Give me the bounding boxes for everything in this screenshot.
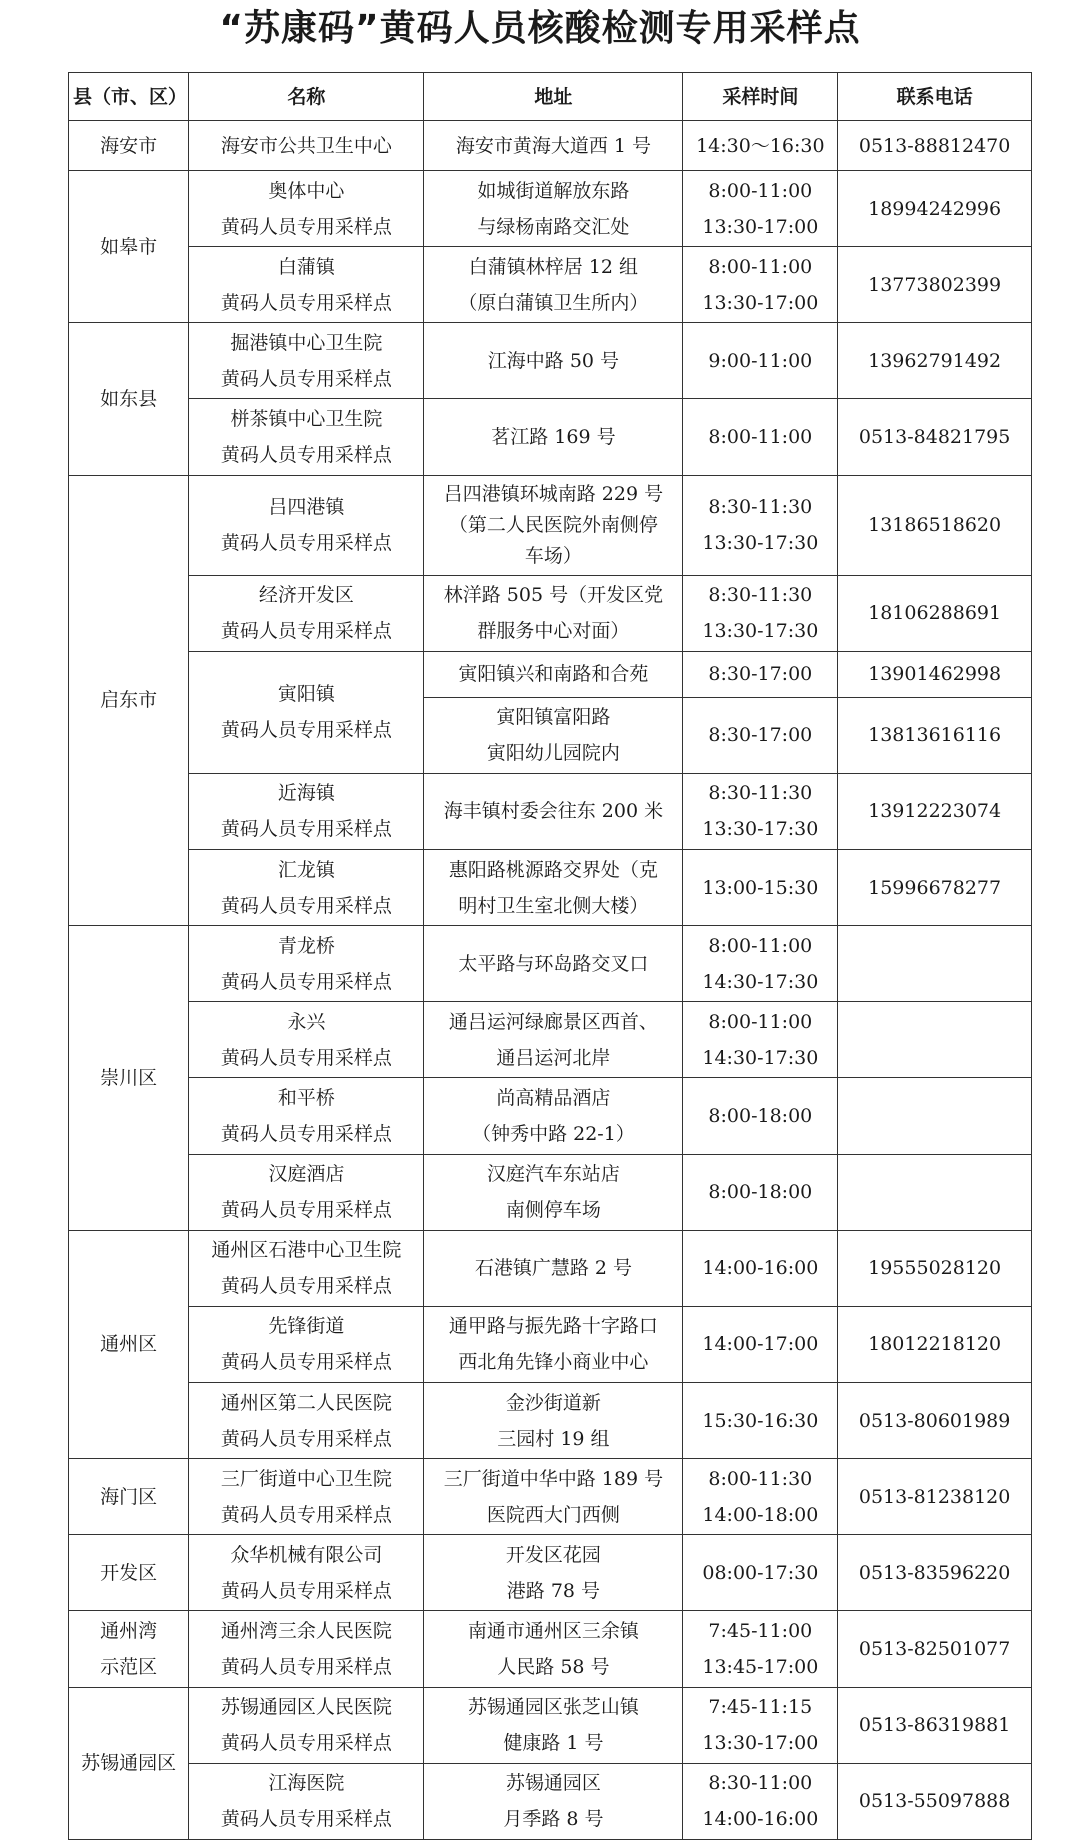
address-line: 与绿杨南路交汇处 (477, 215, 630, 238)
site-name-line: 黄码人员专用采样点 (220, 1808, 392, 1831)
address-line: 南侧停车场 (505, 1199, 601, 1222)
site-name-line: 栟茶镇中心卫生院 (230, 408, 383, 431)
site-name-line: 苏锡通园区人民医院 (220, 1696, 392, 1719)
phone-cell: 13813616116 (838, 697, 1032, 773)
site-name-cell (189, 1687, 424, 1763)
site-name-cell (189, 1230, 424, 1306)
address-line: 群服务中心对面） (477, 620, 630, 643)
site-name-line: 掘港镇中心卫生院 (230, 331, 383, 354)
site-name-line: 黄码人员专用采样点 (220, 1579, 392, 1602)
site-name-line: 汇龙镇 (277, 858, 335, 881)
phone-cell: 0513-84821795 (838, 399, 1032, 475)
time-cell (683, 1383, 838, 1459)
site-name-cell (189, 171, 424, 247)
time-line: 14:00-16:00 (702, 1808, 819, 1831)
site-name-line: 近海镇 (277, 782, 335, 805)
table-row (69, 1611, 1032, 1687)
phone-cell: 13186518620 (838, 475, 1032, 575)
table-row (69, 171, 1032, 247)
time-line: 8:00-18:00 (708, 1105, 813, 1128)
address-line: 苏锡通园区 (505, 1772, 601, 1795)
site-name-line: 和平桥 (277, 1087, 335, 1110)
phone-cell: 19555028120 (838, 1230, 1032, 1306)
county-cell (69, 1611, 189, 1687)
phone-cell: 0513-86319881 (838, 1687, 1032, 1763)
address-cell (424, 1383, 683, 1459)
time-line: 8:30-17:00 (708, 724, 813, 747)
site-name-line: 奥体中心 (268, 179, 345, 202)
site-name-line: 黄码人员专用采样点 (220, 1123, 392, 1146)
time-line: 8:30-11:00 (708, 1772, 813, 1795)
time-cell (683, 1230, 838, 1306)
time-line: 13:30-17:00 (702, 1732, 819, 1755)
time-cell (683, 575, 838, 651)
time-line: 8:30-11:30 (708, 782, 813, 805)
site-name-line: 黄码人员专用采样点 (220, 291, 392, 314)
header-county: 县（市、区） (69, 73, 189, 121)
address-cell (424, 1002, 683, 1078)
county-cell (69, 1535, 189, 1611)
address-line: 金沙街道新 (505, 1391, 601, 1414)
address-line: 汉庭汽车东站店 (486, 1163, 620, 1186)
time-line: 7:45-11:00 (708, 1620, 813, 1643)
site-name-cell (189, 1535, 424, 1611)
table-row (69, 1078, 1032, 1154)
time-line: 14:30～16:30 (696, 134, 825, 157)
address-cell (424, 399, 683, 475)
site-name-line: 青龙桥 (277, 934, 335, 957)
county-line: 通州区 (100, 1333, 158, 1356)
site-name-line: 先锋街道 (268, 1315, 345, 1338)
table-row (69, 1306, 1032, 1382)
site-name-line: 通州区第二人民医院 (220, 1391, 392, 1414)
phone-cell (838, 1078, 1032, 1154)
address-cell (424, 926, 683, 1002)
address-cell (424, 121, 683, 171)
address-cell (424, 850, 683, 926)
phone-cell: 0513-80601989 (838, 1383, 1032, 1459)
site-name-line: 黄码人员专用采样点 (220, 818, 392, 841)
table-row (69, 1459, 1032, 1535)
county-cell (69, 171, 189, 323)
phone-cell: 18012218120 (838, 1306, 1032, 1382)
address-line: 人民路 58 号 (497, 1656, 610, 1679)
county-cell (69, 926, 189, 1231)
address-line: 健康路 1 号 (503, 1732, 604, 1755)
time-line: 13:30-17:30 (702, 620, 819, 643)
site-name-line: 海安市公共卫生中心 (220, 134, 392, 157)
site-name-line: 永兴 (287, 1010, 326, 1033)
address-cell (424, 1535, 683, 1611)
table-row (69, 850, 1032, 926)
site-name-cell (189, 1002, 424, 1078)
site-name-line: 黄码人员专用采样点 (220, 367, 392, 390)
address-line: 西北角先锋小商业中心 (458, 1351, 649, 1374)
address-cell (424, 1078, 683, 1154)
site-name-line: 黄码人员专用采样点 (220, 215, 392, 238)
time-line: 8:30-11:30 (708, 496, 813, 519)
table-row (69, 1763, 1032, 1839)
address-line: 寅阳镇富阳路 (496, 706, 611, 729)
table-row (69, 575, 1032, 651)
address-line: 海丰镇村委会往东 200 米 (443, 800, 664, 823)
address-cell (424, 1611, 683, 1687)
table-row (69, 399, 1032, 475)
address-line: 南通市通州区三余镇 (467, 1620, 639, 1643)
time-line: 14:00-17:00 (702, 1333, 819, 1356)
site-name-line: 黄码人员专用采样点 (220, 1351, 392, 1374)
time-cell (683, 1154, 838, 1230)
time-line: 13:45-17:00 (702, 1656, 819, 1679)
address-line: 太平路与环岛路交叉口 (458, 952, 649, 975)
time-cell (683, 1687, 838, 1763)
site-name-cell (189, 1383, 424, 1459)
address-cell (424, 1306, 683, 1382)
phone-cell: 13773802399 (838, 247, 1032, 323)
time-line: 13:30-17:30 (702, 818, 819, 841)
site-name-line: 白蒲镇 (277, 255, 335, 278)
site-name-line: 吕四港镇 (268, 496, 345, 519)
phone-cell (838, 1154, 1032, 1230)
time-line: 9:00-11:00 (708, 349, 813, 372)
time-line: 8:30-17:00 (708, 663, 813, 686)
county-cell (69, 1230, 189, 1458)
address-line: 月季路 8 号 (503, 1808, 604, 1831)
county-line: 如东县 (100, 387, 158, 410)
site-name-cell (189, 1078, 424, 1154)
time-line: 8:00-11:00 (708, 255, 813, 278)
time-line: 7:45-11:15 (708, 1696, 813, 1719)
address-line: 林洋路 505 号（开发区党 (443, 584, 664, 607)
time-line: 8:00-11:00 (708, 934, 813, 957)
site-name-cell (189, 651, 424, 773)
address-line: （原白蒲镇卫生所内） (458, 291, 649, 314)
time-cell (683, 1611, 838, 1687)
site-name-line: 众华机械有限公司 (230, 1543, 383, 1566)
header-name: 名称 (189, 73, 424, 121)
phone-cell: 15996678277 (838, 850, 1032, 926)
table-row (69, 1383, 1032, 1459)
time-cell (683, 1078, 838, 1154)
address-line: 通甲路与振先路十字路口 (448, 1315, 658, 1338)
county-cell (69, 1687, 189, 1839)
address-line: 三厂街道中华中路 189 号 (443, 1467, 664, 1490)
table-row (69, 121, 1032, 171)
time-line: 8:00-11:00 (708, 1010, 813, 1033)
site-name-cell (189, 575, 424, 651)
county-line: 示范区 (100, 1656, 158, 1679)
table-row (69, 247, 1032, 323)
site-name-cell (189, 850, 424, 926)
county-line: 通州湾 (100, 1620, 158, 1643)
address-line: （钟秀中路 22-1） (472, 1123, 635, 1146)
site-name-cell (189, 773, 424, 849)
time-cell (683, 399, 838, 475)
site-name-line: 黄码人员专用采样点 (220, 444, 392, 467)
address-cell (424, 323, 683, 399)
site-name-line: 黄码人员专用采样点 (220, 620, 392, 643)
address-cell (424, 1687, 683, 1763)
address-line: 港路 78 号 (506, 1579, 601, 1602)
address-line: 海安市黄海大道西 1 号 (455, 134, 652, 157)
phone-cell: 13962791492 (838, 323, 1032, 399)
time-cell (683, 1459, 838, 1535)
time-line: 14:00-18:00 (702, 1503, 819, 1526)
address-line: 车场） (524, 544, 582, 567)
phone-cell: 0513-55097888 (838, 1763, 1032, 1839)
time-line: 13:30-17:30 (702, 532, 819, 555)
time-line: 8:00-11:00 (708, 179, 813, 202)
site-name-cell (189, 323, 424, 399)
sampling-sites-table (68, 72, 1032, 1840)
address-line: 吕四港镇环城南路 229 号 (443, 482, 664, 505)
phone-cell: 13901462998 (838, 651, 1032, 697)
site-name-cell (189, 1763, 424, 1839)
county-line: 如皋市 (100, 235, 158, 258)
county-line: 启东市 (100, 689, 158, 712)
address-cell (424, 247, 683, 323)
address-cell (424, 1459, 683, 1535)
site-name-line: 黄码人员专用采样点 (220, 1275, 392, 1298)
time-cell (683, 171, 838, 247)
table-row (69, 475, 1032, 575)
address-cell (424, 651, 683, 697)
site-name-line: 黄码人员专用采样点 (220, 1732, 392, 1755)
site-name-cell (189, 926, 424, 1002)
time-line: 8:00-11:00 (708, 426, 813, 449)
time-cell (683, 1763, 838, 1839)
site-name-cell (189, 1459, 424, 1535)
county-cell (69, 323, 189, 475)
table-header-row (69, 73, 1032, 121)
site-name-cell (189, 399, 424, 475)
phone-cell: 13912223074 (838, 773, 1032, 849)
address-cell (424, 171, 683, 247)
table-row (69, 1230, 1032, 1306)
time-line: 15:30-16:30 (702, 1409, 819, 1432)
address-line: 通吕运河北岸 (496, 1046, 611, 1069)
time-line: 14:30-17:30 (702, 970, 819, 993)
site-name-cell (189, 121, 424, 171)
address-line: 苏锡通园区张芝山镇 (467, 1696, 639, 1719)
address-line: （第二人民医院外南侧停 (448, 513, 658, 536)
table-body (69, 121, 1032, 1840)
address-line: 茗江路 169 号 (491, 426, 616, 449)
time-cell (683, 121, 838, 171)
time-line: 8:00-18:00 (708, 1181, 813, 1204)
time-cell (683, 697, 838, 773)
time-cell (683, 1002, 838, 1078)
table-row (69, 926, 1032, 1002)
table-row (69, 773, 1032, 849)
time-line: 08:00-17:30 (702, 1561, 819, 1584)
address-cell (424, 697, 683, 773)
site-name-line: 经济开发区 (258, 584, 354, 607)
address-line: 如城街道解放东路 (477, 179, 630, 202)
address-line: 石港镇广慧路 2 号 (474, 1257, 633, 1280)
site-name-line: 黄码人员专用采样点 (220, 894, 392, 917)
address-cell (424, 1230, 683, 1306)
site-name-line: 寅阳镇 (277, 683, 335, 706)
time-cell (683, 773, 838, 849)
address-line: 尚高精品酒店 (496, 1087, 611, 1110)
site-name-line: 黄码人员专用采样点 (220, 1503, 392, 1526)
county-cell (69, 475, 189, 926)
county-line: 崇川区 (100, 1066, 158, 1089)
phone-cell (838, 1002, 1032, 1078)
site-name-line: 汉庭酒店 (268, 1163, 345, 1186)
site-name-line: 黄码人员专用采样点 (220, 532, 392, 555)
phone-cell: 0513-81238120 (838, 1459, 1032, 1535)
time-cell (683, 926, 838, 1002)
site-name-line: 黄码人员专用采样点 (220, 1427, 392, 1450)
address-line: 开发区花园 (505, 1543, 601, 1566)
county-line: 海安市 (100, 134, 158, 157)
site-name-cell (189, 475, 424, 575)
time-line: 14:30-17:30 (702, 1046, 819, 1069)
table-row (69, 1002, 1032, 1078)
county-cell (69, 121, 189, 171)
site-name-line: 通州区石港中心卫生院 (211, 1239, 402, 1262)
phone-cell: 0513-88812470 (838, 121, 1032, 171)
site-name-line: 黄码人员专用采样点 (220, 719, 392, 742)
address-line: 明村卫生室北侧大楼） (458, 894, 649, 917)
site-name-line: 黄码人员专用采样点 (220, 1656, 392, 1679)
phone-cell: 0513-83596220 (838, 1535, 1032, 1611)
site-name-cell (189, 247, 424, 323)
address-line: 江海中路 50 号 (487, 349, 620, 372)
address-line: 白蒲镇林梓居 12 组 (468, 255, 639, 278)
time-cell (683, 247, 838, 323)
phone-cell (838, 926, 1032, 1002)
table-row (69, 1535, 1032, 1611)
phone-cell: 18994242996 (838, 171, 1032, 247)
phone-cell: 18106288691 (838, 575, 1032, 651)
address-cell (424, 575, 683, 651)
table-row (69, 323, 1032, 399)
address-cell (424, 1763, 683, 1839)
time-cell (683, 1306, 838, 1382)
time-cell (683, 651, 838, 697)
table-row (69, 1687, 1032, 1763)
time-line: 13:30-17:00 (702, 215, 819, 238)
header-time: 采样时间 (683, 73, 838, 121)
time-cell (683, 475, 838, 575)
county-line: 海门区 (100, 1485, 158, 1508)
time-cell (683, 1535, 838, 1611)
address-line: 三园村 19 组 (497, 1427, 610, 1450)
header-phone: 联系电话 (838, 73, 1032, 121)
time-cell (683, 850, 838, 926)
site-name-line: 黄码人员专用采样点 (220, 1199, 392, 1222)
site-name-cell (189, 1306, 424, 1382)
county-line: 开发区 (100, 1561, 158, 1584)
address-line: 医院西大门西侧 (486, 1503, 620, 1526)
page-title: “苏康码”黄码人员核酸检测专用采样点 (219, 8, 861, 49)
address-line: 惠阳路桃源路交界处（克 (448, 858, 658, 881)
time-line: 13:00-15:30 (702, 876, 819, 899)
site-name-cell (189, 1611, 424, 1687)
header-address: 地址 (424, 73, 683, 121)
address-line: 通吕运河绿廊景区西首、 (448, 1010, 658, 1033)
address-cell (424, 1154, 683, 1230)
table-row (69, 651, 1032, 697)
address-cell (424, 475, 683, 575)
site-name-line: 通州湾三余人民医院 (220, 1620, 392, 1643)
time-line: 8:00-11:30 (708, 1467, 813, 1490)
site-name-line: 江海医院 (268, 1772, 345, 1795)
address-line: 寅阳幼儿园院内 (486, 742, 620, 765)
phone-cell: 0513-82501077 (838, 1611, 1032, 1687)
address-line: 寅阳镇兴和南路和合苑 (458, 663, 649, 686)
county-cell (69, 1459, 189, 1535)
time-line: 13:30-17:00 (702, 291, 819, 314)
site-name-line: 黄码人员专用采样点 (220, 970, 392, 993)
time-line: 8:30-11:30 (708, 584, 813, 607)
site-name-line: 黄码人员专用采样点 (220, 1046, 392, 1069)
table-row (69, 1154, 1032, 1230)
site-name-cell (189, 1154, 424, 1230)
address-cell (424, 773, 683, 849)
county-line: 苏锡通园区 (81, 1752, 177, 1775)
time-line: 14:00-16:00 (702, 1257, 819, 1280)
time-cell (683, 323, 838, 399)
site-name-line: 三厂街道中心卫生院 (220, 1467, 392, 1490)
